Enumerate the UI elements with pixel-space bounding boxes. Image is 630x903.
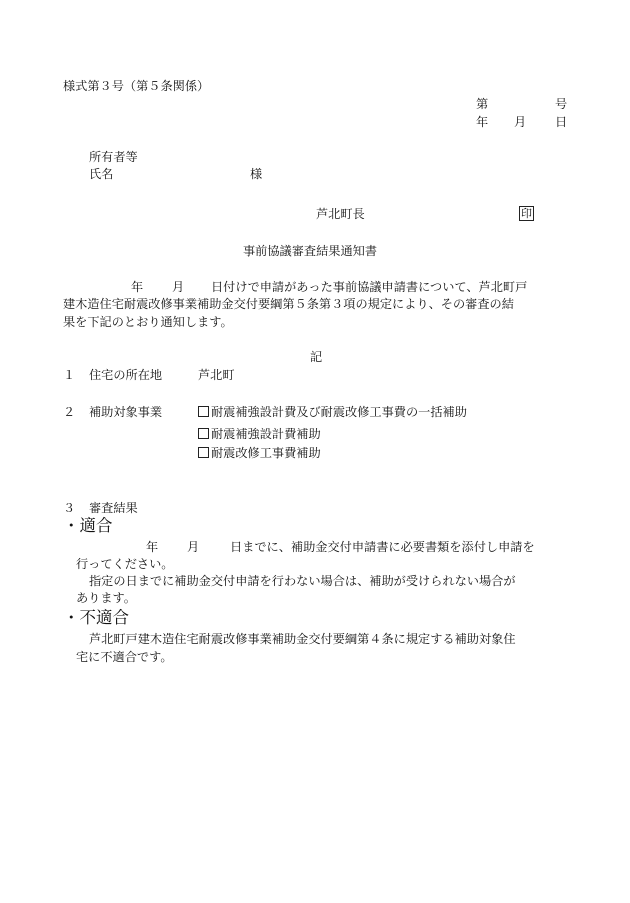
pass-line4: あります。 [76, 591, 136, 605]
section1-number: １ [63, 368, 76, 382]
document-title: 事前協議審査結果通知書 [243, 244, 378, 258]
fail-line1: 芦北町戸建木造住宅耐震改修事業補助金交付要綱第４条に規定する補助対象住 [89, 632, 516, 646]
option-label: 耐震補強設計費及び耐震改修工事費の一括補助 [211, 405, 467, 419]
seal-mark: 印 [521, 207, 532, 220]
pass-line1: 日までに、補助金交付申請書に必要書類を添付し申請を [230, 540, 535, 554]
doc-number-prefix: 第 [476, 97, 489, 111]
option-label: 耐震補強設計費補助 [211, 427, 321, 441]
ki-heading: 記 [310, 350, 323, 364]
name-label: 氏名 [89, 167, 114, 181]
owner-label: 所有者等 [89, 150, 138, 164]
doc-number-suffix: 号 [555, 97, 568, 111]
intro-line3: 果を下記のとおり通知します。 [63, 315, 233, 329]
pass-line3: 指定の日までに補助金交付申請を行わない場合は、補助が受けられない場合が [89, 574, 516, 588]
intro-line2: 建木造住宅耐震改修事業補助金交付要綱第５条第３項の規定により、その審査の結 [63, 297, 514, 311]
section2-label: 補助対象事業 [89, 405, 163, 419]
intro-year: 年 [131, 280, 144, 294]
section2-number: ２ [63, 405, 76, 419]
option-label: 耐震改修工事費補助 [211, 446, 321, 460]
pass-line2: 行ってください。 [76, 557, 174, 571]
checkbox-lump-sum[interactable] [198, 406, 209, 417]
fail-heading: ・不適合 [63, 608, 129, 627]
checkbox-design[interactable] [198, 428, 209, 439]
sender-title: 芦北町長 [316, 207, 365, 221]
form-number: 様式第３号（第５条関係） [63, 79, 210, 93]
header-month: 月 [514, 115, 527, 129]
pass-heading: ・適合 [63, 516, 113, 535]
honorific: 様 [250, 167, 263, 181]
section3-number: ３ [63, 501, 76, 515]
intro-month: 月 [172, 280, 185, 294]
header-year: 年 [476, 115, 489, 129]
intro-line1: 日付けで申請があった事前協議申請書について、芦北町戸 [211, 280, 528, 294]
option-construction[interactable] [198, 447, 321, 459]
pass-month: 月 [187, 540, 200, 554]
checkbox-construction[interactable] [198, 447, 209, 458]
fail-line2: 宅に不適合です。 [76, 650, 173, 664]
section3-label: 審査結果 [89, 501, 138, 515]
option-design[interactable] [198, 428, 321, 440]
pass-year: 年 [146, 540, 159, 554]
option-lump-sum[interactable] [198, 406, 467, 418]
section1-value: 芦北町 [198, 368, 235, 382]
section1-label: 住宅の所在地 [89, 368, 163, 382]
header-day: 日 [555, 115, 568, 129]
